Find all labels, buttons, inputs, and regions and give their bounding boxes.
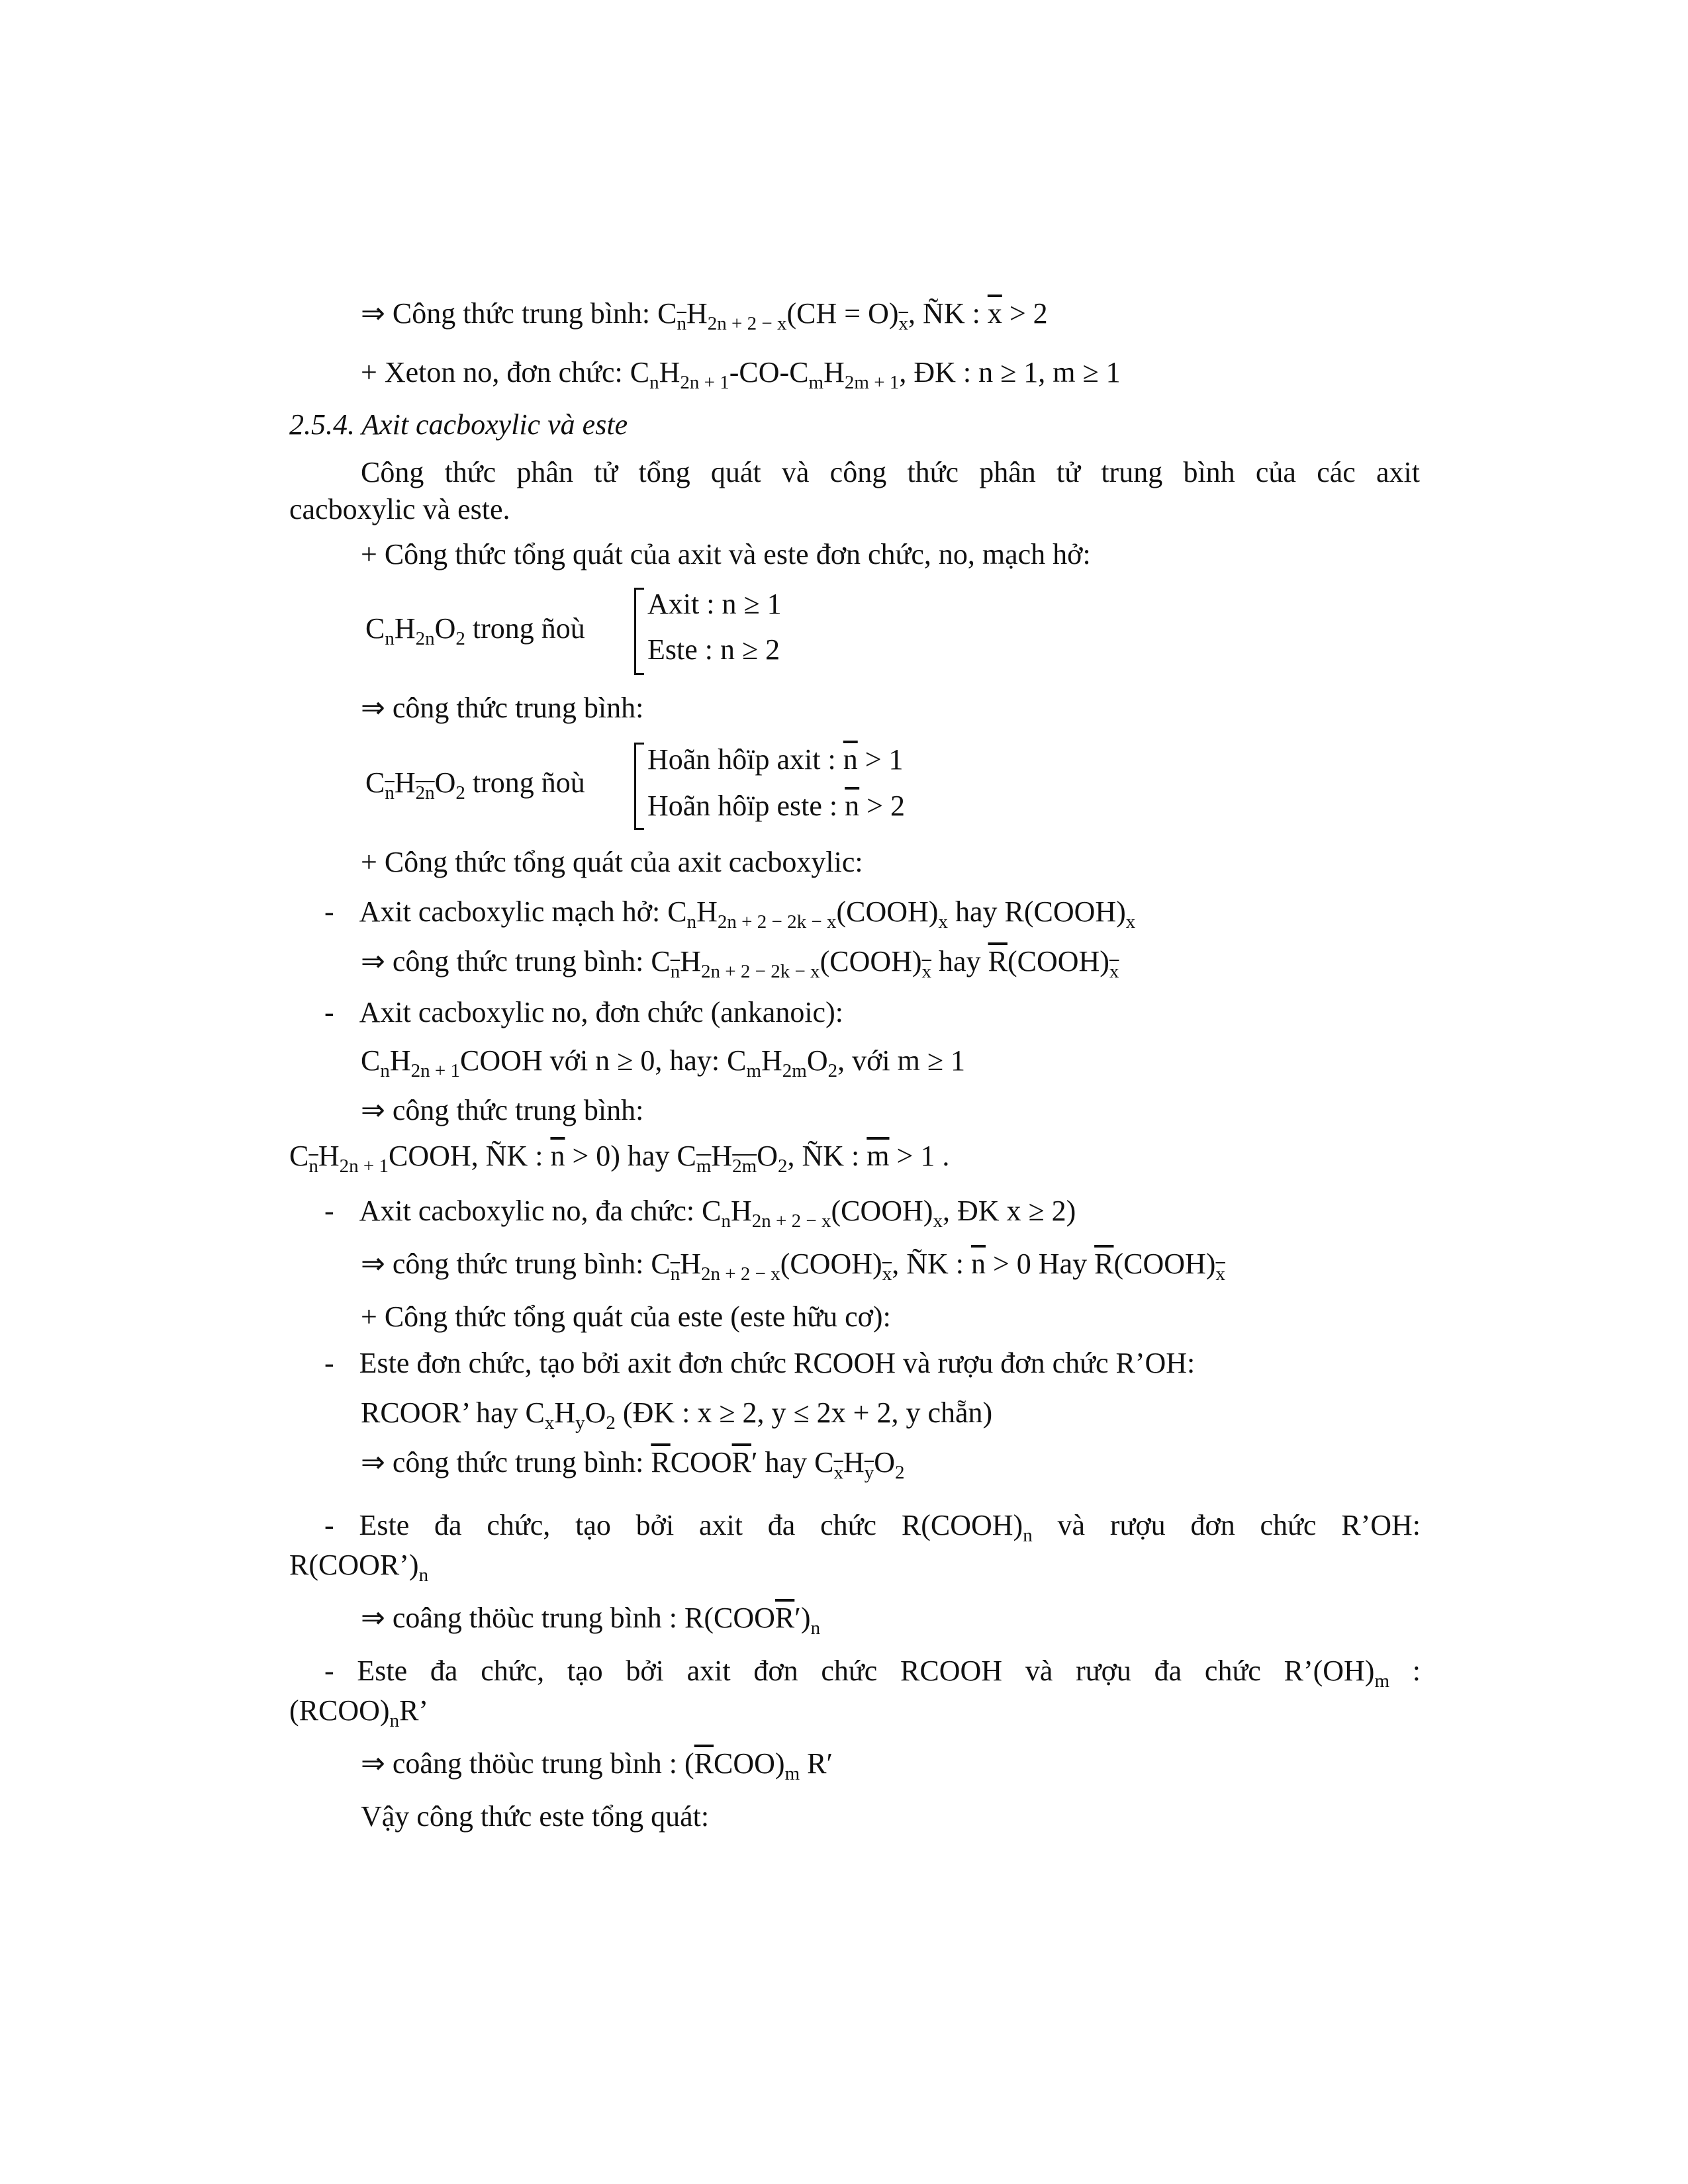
formula-cnh2no2: $C_nH_{2n}O_2$ trong ñoù xyxy=(365,612,585,649)
formula-avg-cnh2no2: $C_{\overline{n}}H_{2n}O_2$ trong ñoù xyxy=(365,766,585,803)
condition-ester-mix: Hoãn hôïp este : $\overline{n} > 2$ xyxy=(647,790,905,822)
ankanoic-formula: $C_nH_{2n + 1}COOH$ với n ≥ 0, hay: $C_mH_{2m}O_2$, với m ≥ 1 xyxy=(361,1044,965,1081)
avg-formula-label: ⇒ công thức trung bình: xyxy=(361,692,644,724)
monoester: - Este đơn chức, tạo bởi axit đơn chức RCOOH và rượu đơn chức R’OH: xyxy=(324,1347,1196,1379)
implies-arrow: ⇒ xyxy=(361,692,385,724)
avg-ankanoic-formula: $C_{\overline{n}}H_{2n + 1}COOH$, ÑK : $\overline{n} > 0$) hay $C_{\overline{m}}H_{2m}O_2$, ÑK : $\overline{m} > 1$ . xyxy=(289,1140,950,1177)
condition-bracket xyxy=(634,588,644,675)
conclusion-line: Vậy công thức este tổng quát: xyxy=(361,1800,710,1833)
condition-bracket xyxy=(634,743,644,830)
avg-polyacid-formula: ⇒ công thức trung bình: $C_{\overline{n}}H_{2n + 2 - x}(COOH)_{\overline{x}}$, ÑK : $\overline{n} > 0$ Hay $\overline{R}(COOH)_{\overline{x}}$ xyxy=(361,1248,1225,1285)
condition-acid-mix: Hoãn hôïp axit : $\overline{n} > 1$ xyxy=(647,743,904,776)
general-formula-acid-ester: + Công thức tổng quát của axit và este đơn chức, no, mạch hở: xyxy=(361,538,1091,570)
general-formula-carboxylic: + Công thức tổng quát của axit cacboxylic: xyxy=(361,846,863,878)
general-formula-ester: + Công thức tổng quát của este (este hữu cơ): xyxy=(361,1300,891,1333)
paragraph-line-2: cacboxylic và este. xyxy=(289,493,510,525)
saturated-polyacid: - Axit cacboxylic no, đa chức: $C_nH_{2n + 2 - x}(COOH)_x$, ĐK x ≥ 2) xyxy=(324,1195,1076,1232)
implies-arrow: ⇒ xyxy=(361,297,385,330)
condition-acid: Axit : n ≥ 1 xyxy=(647,588,782,620)
open-chain-acid: - Axit cacboxylic mạch hở: $C_nH_{2n + 2 - 2k - x}(COOH)_x$ hay $R(COOH)_x$ xyxy=(324,895,1136,933)
ketone-formula: + Xeton no, đơn chức: $C_nH_{2n + 1}-CO-C_mH_{2m + 1}$, ĐK : n ≥ 1, m ≥ 1 xyxy=(361,356,1121,393)
avg-formula-aldehyde: ⇒ Công thức trung bình: $C_{\overline{n}}H_{2n + 2 - x}(CH = O)_{\overline{x}}$, ÑK : $\overline{x} > 2$ xyxy=(361,297,1048,334)
implies-arrow: ⇒ xyxy=(361,945,385,978)
condition-ester: Este : n ≥ 2 xyxy=(647,633,780,666)
paragraph-line-1: Công thức phân tử tổng quát và công thức phân tử trung bình của các axit xyxy=(361,456,1420,488)
implies-arrow: ⇒ xyxy=(361,1747,385,1780)
implies-arrow: ⇒ xyxy=(361,1248,385,1280)
avg-polyester-formula: ⇒ coâng thöùc trung bình : $R(COO\overline{R}')_n$ xyxy=(361,1602,821,1639)
avg-polyalcohol-ester-formula: ⇒ coâng thöùc trung bình : $(\overline{R}COO)_m$ R′ xyxy=(361,1747,833,1784)
avg-monoester-formula: ⇒ công thức trung bình: $\overline{R}COO\overline{R}'$ hay $C_{\overline{x}}H_{\overline{y}}O_2$ xyxy=(361,1446,905,1483)
polyester-from-polyacid: - Este đa chức, tạo bởi axit đa chức $R(COOH)_n$ và rượu đơn chức R’OH: xyxy=(324,1509,1421,1546)
implies-arrow: ⇒ xyxy=(361,1446,385,1479)
implies-arrow: ⇒ xyxy=(361,1094,385,1126)
polyalcohol-ester-formula: $(RCOO)_nR$’ xyxy=(289,1694,429,1731)
avg-formula-open-chain-acid: ⇒ công thức trung bình: $C_{\overline{n}}H_{2n + 2 - 2k - x}(COOH)_{\overline{x}}$ hay $\overline{R}(COOH)_{\overline{x}}$ xyxy=(361,945,1119,982)
polyester-from-polyalcohol: - Este đa chức, tạo bởi axit đơn chức RCOOH và rượu đa chức $R’(OH)_m$ : xyxy=(324,1655,1421,1692)
polyester-formula: $R(COOR’)_n$ xyxy=(289,1549,429,1586)
implies-arrow: ⇒ xyxy=(361,1602,385,1634)
avg-formula-label: ⇒ công thức trung bình: xyxy=(361,1094,644,1126)
saturated-monoacid: - Axit cacboxylic no, đơn chức (ankanoic): xyxy=(324,996,843,1028)
monoester-formula: RCOOR’ hay $C_xH_yO_2$ (ĐK : x ≥ 2, y ≤ 2x + 2, y chẵn) xyxy=(361,1396,993,1433)
section-heading: 2.5.4. Axit cacboxylic và este xyxy=(289,408,628,441)
